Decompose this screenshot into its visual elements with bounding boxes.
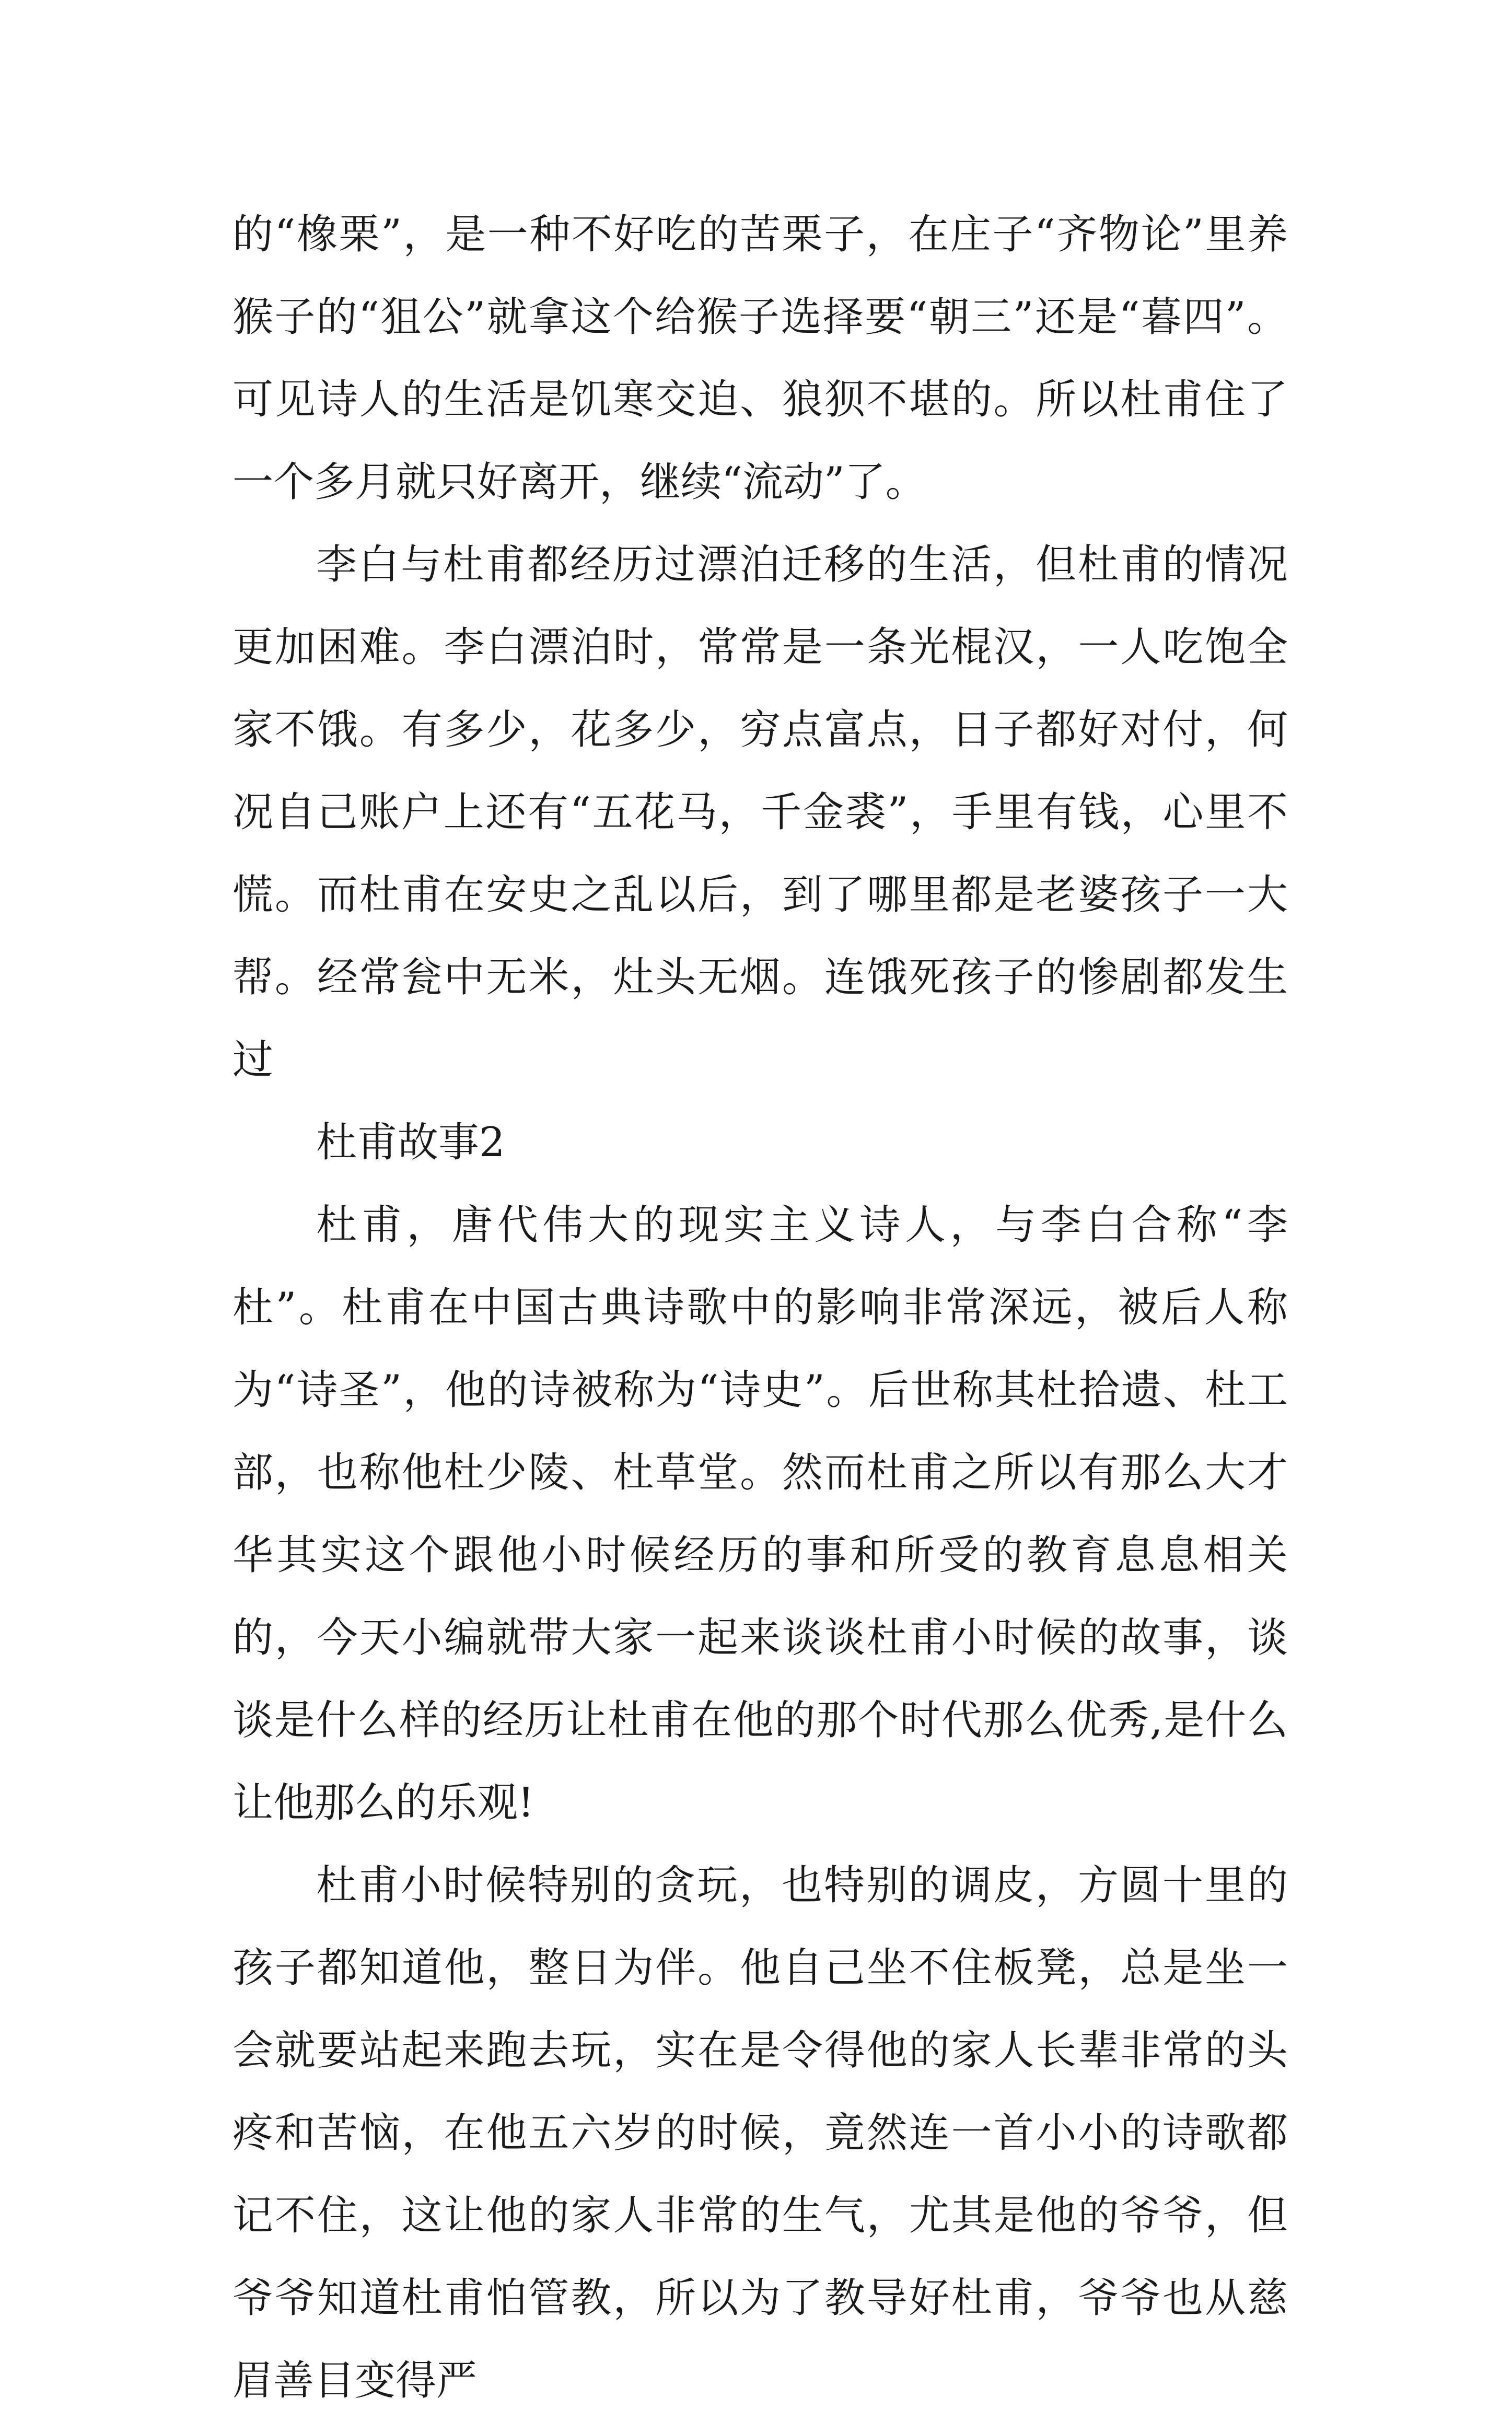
section-heading: 杜甫故事2 — [316, 1119, 505, 1166]
paragraph-3: 杜甫，唐代伟大的现实主义诗人，与李白合称“李杜”。杜甫在中国古典诗歌中的影响非常深远，被后人称为“诗圣”，他的诗被称为“诗史”。后世称其杜拾遗、杜工部，也称他杜少陵、杜草堂。然而杜甫之所以有那么大才华其实这个跟他小时候经历的事和所受的教育息息相关的，今天小编就带大家一起来谈谈杜甫小时候的故事，谈谈是什么样的经历让杜甫在他的那个时代那么优秀,是什么让他那么的乐观! — [232, 1202, 1288, 1826]
body-text — [232, 193, 1288, 2422]
paragraph-2: 李白与杜甫都经历过漂泊迁移的生活，但杜甫的情况更加困难。李白漂泊时，常常是一条光棍汉，一人吃饱全家不饿。有多少，花多少，穷点富点，日子都好对付，何况自己账户上还有“五花马，千金裘”，手里有钱，心里不慌。而杜甫在安史之乱以后，到了哪里都是老婆孩子一大帮。经常瓮中无米，灶头无烟。连饿死孩子的惨剧都发生过 — [232, 541, 1288, 1084]
paragraph-4: 杜甫小时候特别的贪玩，也特别的调皮，方圆十里的孩子都知道他，整日为伴。他自己坐不住板凳，总是坐一会就要站起来跑去玩，实在是令得他的家人长辈非常的头疼和苦恼，在他五六岁的时候，竟然连一首小小的诗歌都记不住，这让他的家人非常的生气，尤其是他的爷爷，但爷爷知道杜甫怕管教，所以为了教导好杜甫，爷爷也从慈眉善目变得严 — [232, 1862, 1288, 2404]
paragraph-1: 的“橡栗”，是一种不好吃的苦栗子，在庄子“齐物论”里养猴子的“狙公”就拿这个给猴子选择要“朝三”还是“暮四”。可见诗人的生活是饥寒交迫、狼狈不堪的。所以杜甫住了一个多月就只好离开，继续“流动”了。 — [232, 211, 1288, 506]
